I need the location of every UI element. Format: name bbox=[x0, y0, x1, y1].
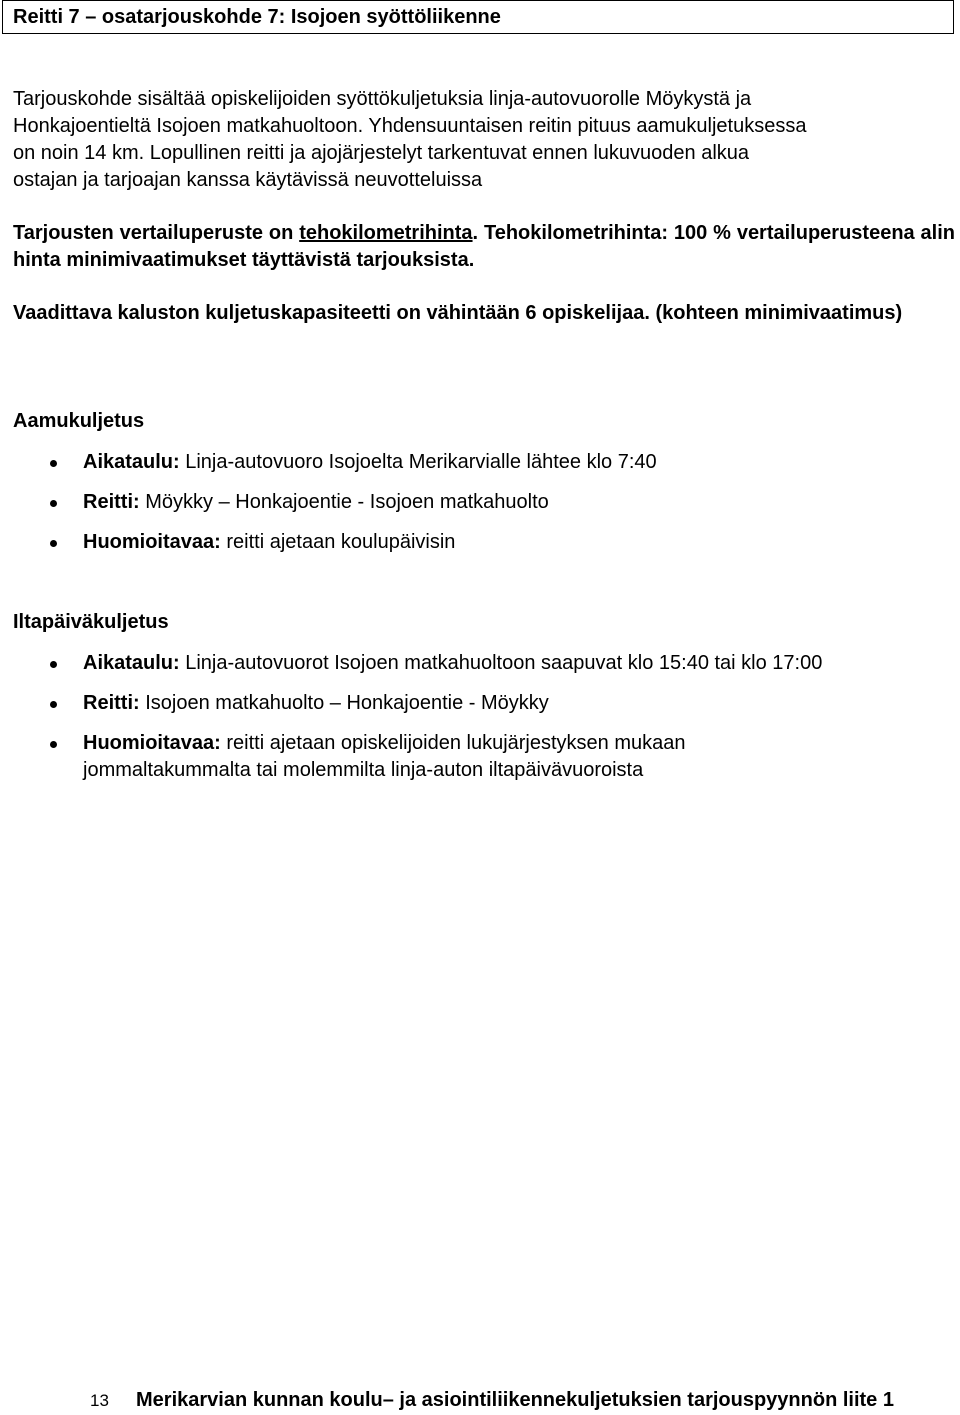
list-item bbox=[13, 529, 955, 556]
bullet-icon bbox=[50, 661, 57, 668]
bullet-icon bbox=[50, 460, 57, 467]
list-item bbox=[13, 730, 783, 784]
item-text: Linja-autovuoro Isojoelta Merikarvialle lähtee klo 7:40 bbox=[179, 451, 657, 473]
morning-heading: Aamukuljetus bbox=[13, 410, 145, 432]
item-label: Reitti: bbox=[83, 692, 140, 714]
item-label: Aikataulu: bbox=[83, 451, 180, 473]
capacity-paragraph: Vaadittava kaluston kuljetuskapasiteetti on vähintään 6 opiskelijaa. (kohteen minimivaatimus) bbox=[13, 302, 903, 324]
item-label: Huomioitavaa: bbox=[83, 732, 221, 754]
intro-line: on noin 14 km. Lopullinen reitti ja ajojärjestelyt tarkentuvat ennen lukuvuoden alkua bbox=[13, 142, 750, 164]
criteria-suffix: . Tehokilometrihinta: 100 % vertailuperusteena alin hinta minimivaatimukset täyttävistä tarjouksista. bbox=[13, 222, 955, 271]
item-label: Aikataulu: bbox=[83, 652, 180, 674]
item-text: reitti ajetaan koulupäivisin bbox=[220, 531, 456, 553]
criteria-prefix: Tarjousten vertailuperuste on bbox=[13, 222, 300, 244]
bullet-icon bbox=[50, 540, 57, 547]
intro-line: Tarjouskohde sisältää opiskelijoiden syöttökuljetuksia linja-autovuorolle Möykystä ja bbox=[13, 88, 752, 110]
page-title: Reitti 7 – osatarjouskohde 7: Isojoen syöttöliikenne bbox=[2, 0, 954, 34]
list-item bbox=[13, 690, 955, 717]
afternoon-heading: Iltapäiväkuljetus bbox=[13, 611, 169, 633]
intro-line: Honkajoentieltä Isojoen matkahuoltoon. Yhdensuuntaisen reitin pituus aamukuljetuksessa bbox=[13, 115, 807, 137]
list-item bbox=[13, 650, 955, 677]
afternoon-list bbox=[13, 650, 955, 784]
bullet-icon bbox=[50, 701, 57, 708]
footer-text: Merikarvian kunnan koulu– ja asiointiliikennekuljetuksien tarjouspyynnön liite 1 bbox=[136, 1389, 894, 1411]
item-text: Isojoen matkahuolto – Honkajoentie - Möykky bbox=[139, 692, 549, 714]
criteria-paragraph bbox=[13, 220, 955, 274]
item-label: Huomioitavaa: bbox=[83, 531, 221, 553]
item-label: Reitti: bbox=[83, 491, 140, 513]
item-text: Linja-autovuorot Isojoen matkahuoltoon saapuvat klo 15:40 tai klo 17:00 bbox=[179, 652, 823, 674]
bullet-icon bbox=[50, 500, 57, 507]
page-number: 13 bbox=[90, 1391, 109, 1410]
item-text: reitti ajetaan opiskelijoiden lukujärjestyksen mukaan jommaltakummalta tai molemmilta linja-auton iltapäivävuoroista bbox=[83, 732, 686, 781]
criteria-link: tehokilometrihinta bbox=[299, 222, 473, 244]
list-item bbox=[13, 449, 955, 476]
list-item bbox=[13, 489, 955, 516]
bullet-icon bbox=[50, 741, 57, 748]
morning-list bbox=[13, 449, 955, 556]
item-text: Möykky – Honkajoentie - Isojoen matkahuolto bbox=[139, 491, 549, 513]
intro-paragraph bbox=[13, 86, 955, 194]
intro-line: ostajan ja tarjoajan kanssa käytävissä neuvotteluissa bbox=[13, 169, 483, 191]
page-footer bbox=[0, 1386, 960, 1414]
